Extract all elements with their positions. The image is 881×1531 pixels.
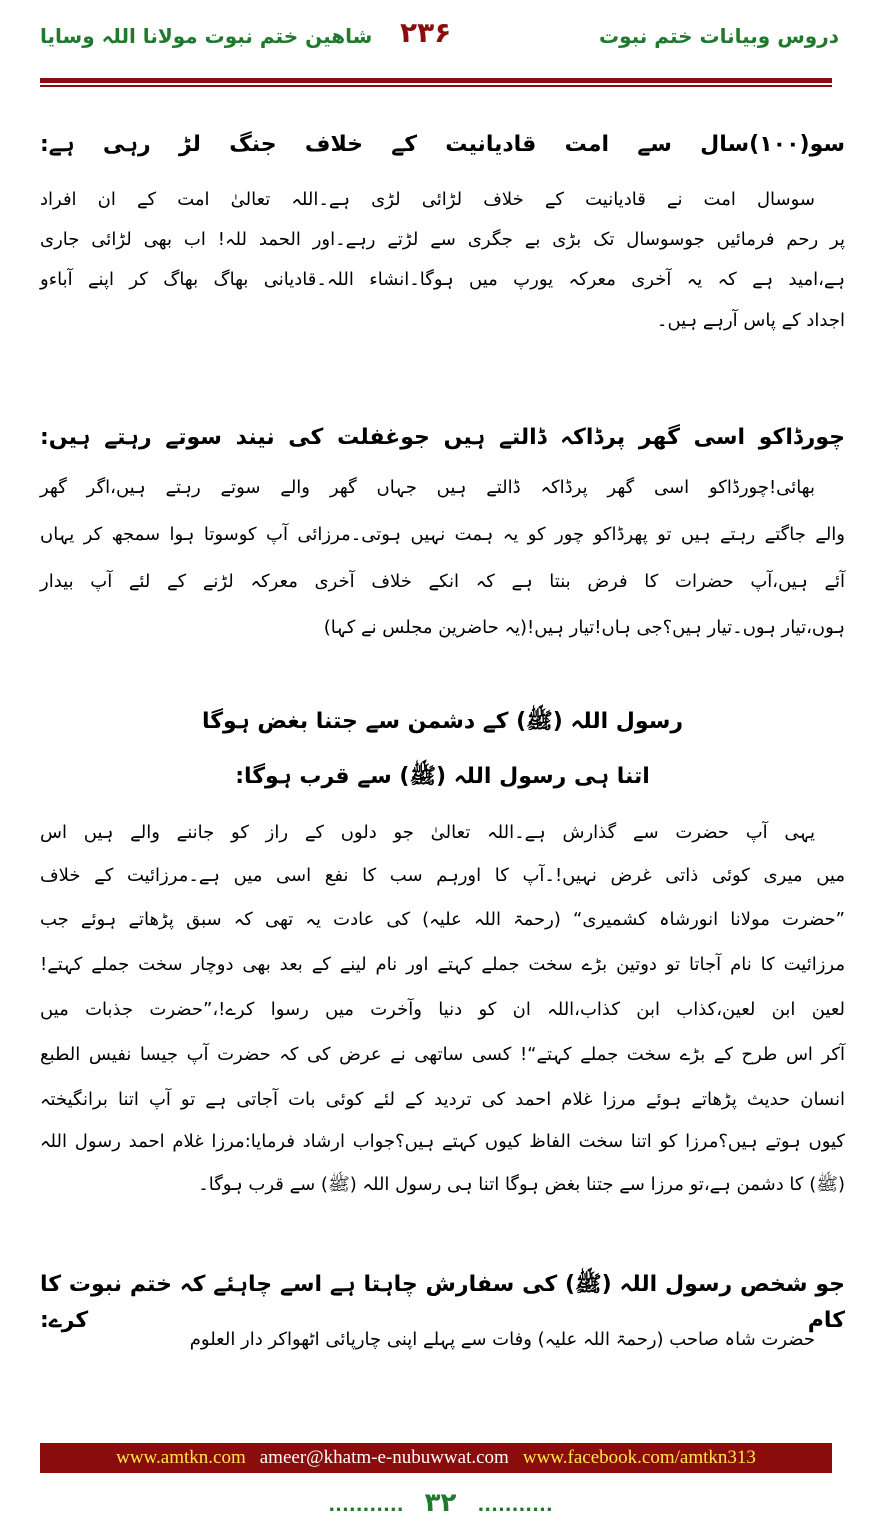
section-heading: چورڈاکو اسی گھر پرڈاکہ ڈالتے ہیں جوغفلت کی نیند سوتے رہتے ہیں:	[40, 425, 845, 450]
author-title: شاهین ختم نبوت مولانا اللہ وسایا	[40, 24, 373, 48]
header-page-number: ۲۳۶	[400, 16, 452, 49]
header-rule-thin	[40, 85, 832, 87]
page-number: ۳۲	[424, 1488, 457, 1518]
footer-contact-bar	[40, 1443, 832, 1473]
paragraph-line: پر رحم فرمائیں جوسوسال تک بڑی بے جگری سے لڑتے رہے۔اور الحمد للہ! اب بھی لڑائی جاری	[40, 229, 845, 250]
paragraph-line: کیوں ہوتے ہیں؟مرزا کو اتنا سخت الفاظ کیوں کہتے ہیں؟جواب ارشاد فرمایا:مرزا غلام احمد رسول اللہ	[40, 1131, 845, 1152]
paragraph-line: والے جاگتے رہتے ہیں تو پھرڈاکو چور کو یہ ہمت نہیں ہوتی۔مرزائی آپ کوسوتا ہوا سمجھ کر یہاں	[40, 524, 845, 545]
book-title: دروس وبیانات ختم نبوت	[599, 24, 839, 48]
header-rule-thick	[40, 78, 832, 83]
paragraph-line: سوسال امت نے قادیانیت کے خلاف لڑائی لڑی ہے۔اللہ تعالیٰ امت کے ان افراد	[40, 189, 815, 210]
paragraph-line: ہے،امید ہے کہ یہ آخری معرکہ یورپ میں ہوگا۔انشاء اللہ۔قادیانی بھاگ بھاگ کر اپنے آباءو	[40, 269, 845, 290]
paragraph-line: آئے ہیں،آپ حضرات کا فرض بنتا ہے کہ انکے خلاف آخری معرکہ لڑنے کے لئے آپ بیدار	[40, 571, 845, 592]
section-heading: سو(۱۰۰)سال سے امت قادیانیت کے خلاف جنگ لڑ رہی ہے:	[40, 132, 845, 157]
email-link[interactable]: ameer@khatm-e-nubuwwat.com	[259, 1447, 509, 1468]
paragraph-line: اجداد کے پاس آرہے ہیں۔	[656, 310, 845, 331]
footer-page-number-row	[0, 1488, 881, 1518]
section-heading: رسول اللہ (ﷺ) کے دشمن سے جتنا بغض ہوگا	[201, 709, 683, 734]
paragraph-line: (ﷺ) کا دشمن ہے،تو مرزا سے جتنا بغض ہوگا اتنا ہی رسول اللہ (ﷺ) سے قرب ہوگا۔	[198, 1174, 845, 1195]
website-link[interactable]: www.amtkn.com	[116, 1447, 246, 1468]
paragraph-line: حضرت شاہ صاحب (رحمۃ اللہ علیہ) وفات سے پہلے اپنی چارپائی اٹھواکر دار العلوم	[189, 1329, 815, 1350]
paragraph-line: ”حضرت مولانا انورشاہ کشمیری“ (رحمۃ اللہ علیہ) کی عادت یہ تھی کہ سبق پڑھاتے ہوئے جب	[40, 909, 845, 930]
paragraph-line: میں میری کوئی ذاتی غرض نہیں!۔آپ کا اورہم سب کا نفع اسی میں ہے۔مرزائیت کے خلاف	[40, 865, 845, 886]
paragraph-line: یہی آپ حضرت سے گذارش ہے۔اللہ تعالیٰ جو دلوں کے راز کو جاننے والے ہیں اس	[40, 822, 815, 843]
facebook-link[interactable]: www.facebook.com/amtkn313	[522, 1447, 756, 1468]
section-heading: اتنا ہی رسول اللہ (ﷺ) سے قرب ہوگا:	[235, 764, 650, 789]
dots-decoration: ...........	[328, 1495, 404, 1516]
paragraph-line: بھائی!چورڈاکو اسی گھر پرڈاکہ ڈالتے ہیں جہاں گھر والے سوتے رہتے ہیں،اگر گھر	[40, 477, 815, 498]
paragraph-line: آکر اس طرح کے بڑے سخت جملے کہتے“! کسی ساتھی نے عرض کی کہ حضرت آپ جیسا نفیس الطبع	[40, 1044, 845, 1065]
paragraph-line: لعین ابن لعین،کذاب ابن کذاب،اللہ ان کو دنیا وآخرت میں رسوا کرے!،”حضرت جذبات میں	[40, 999, 845, 1020]
paragraph-line: ہوں،تیار ہوں۔تیار ہیں؟جی ہاں!تیار ہیں!(یہ حاضرین مجلس نے کہا)	[323, 617, 845, 638]
paragraph-line: انسان حدیث پڑھاتے ہوئے مرزا غلام احمد کی تردید کے لئے کوئی بات آجاتی ہے تو آپ اتنا برانگیختہ	[40, 1089, 845, 1110]
section-heading: جو شخص رسول اللہ (ﷺ) کی سفارش چاہتا ہے اسے چاہئے کہ ختم نبوت کا کام کرے:	[40, 1272, 845, 1333]
paragraph-line: مرزائیت کا نام آجاتا تو دوتین بڑے سخت جملے کہتے اور نام لینے کے بعد بھی دوچار سخت جملے کہتے!	[40, 954, 845, 975]
dots-decoration: ...........	[477, 1495, 553, 1516]
